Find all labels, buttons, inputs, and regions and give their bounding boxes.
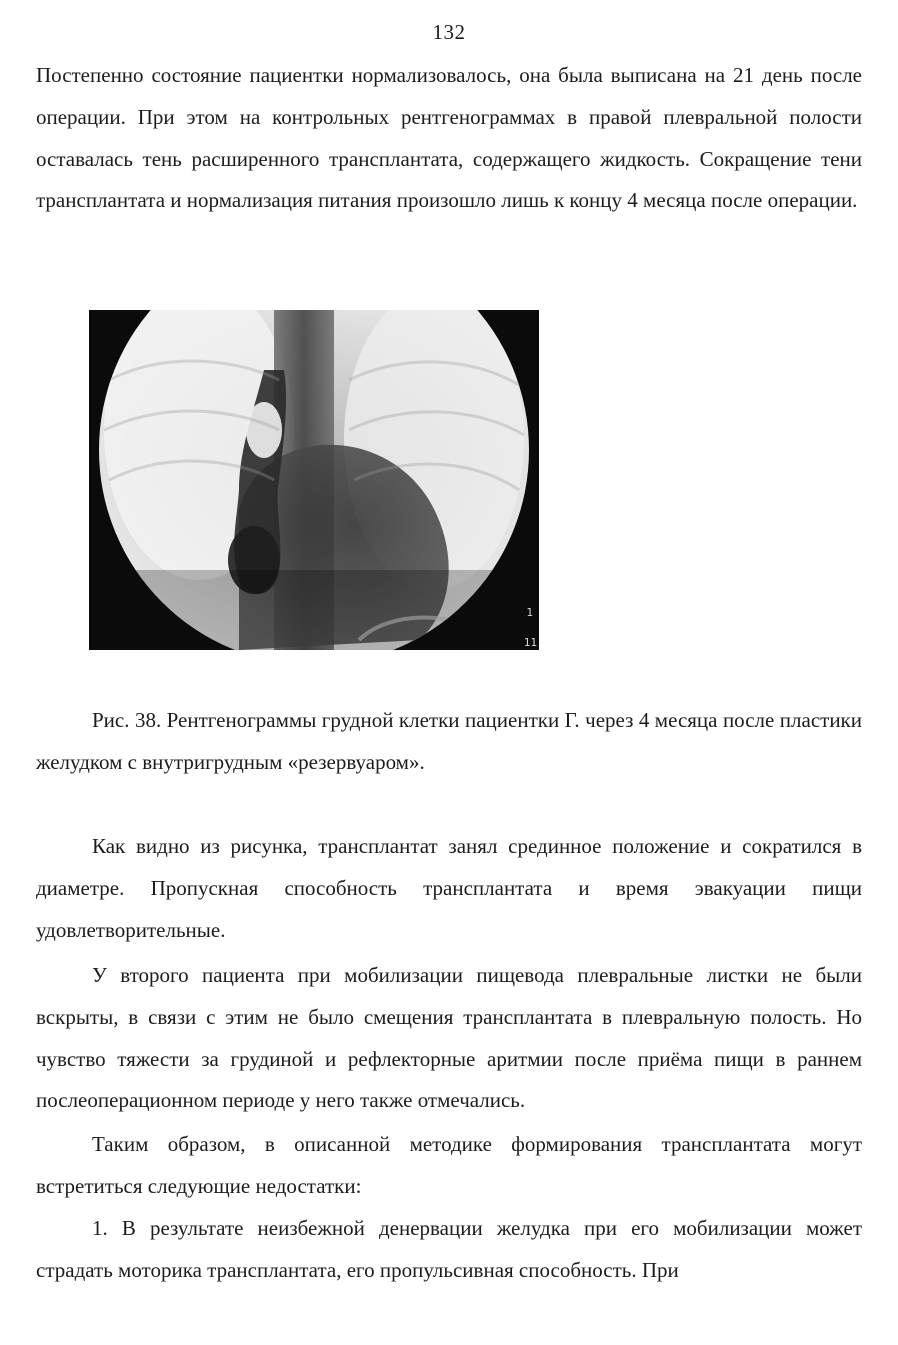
paragraph-text: Таким образом, в описанной методике формирования трансплантата могут встретиться следующие недостатки: — [36, 1132, 862, 1198]
paragraph-result — [36, 826, 862, 951]
paragraph-text: Как видно из рисунка, трансплантат занял срединное положение и сократился в диаметре. Пропускная способность трансплантата и время эвакуации пищи удовлетворительные. — [36, 834, 862, 942]
caption-text: Рис. 38. Рентгенограммы грудной клетки пациентки Г. через 4 месяца после пластики желудком с внутригрудным «резервуаром». — [36, 708, 862, 774]
paragraph-drawback-1 — [36, 1208, 862, 1292]
chest-xray-image — [89, 310, 539, 650]
paragraph-second-patient — [36, 955, 862, 1122]
xray-overlay-label: 11 — [523, 636, 537, 649]
paragraph-text: Постепенно состояние пациентки нормализовалось, она была выписана на 21 день после операции. При этом на контрольных рентгенограммах в правой плевральной полости оставалась тень расширенного трансплантата, содержащего жидкость. Сокращение тени трансплантата и нормализация питания произошло лишь к концу 4 месяца после операции. — [36, 63, 862, 213]
xray-overlay-label: 1 — [526, 606, 533, 619]
paragraph-text: У второго пациента при мобилизации пищевода плевральные листки не были вскрыты, в связи с этим не было смещения трансплантата в плевральную полость. Но чувство тяжести за грудиной и рефлекторные аритмии после приёма пищи в раннем послеоперационном периоде у него также отмечались. — [36, 963, 862, 1113]
page-number: 132 — [432, 20, 466, 44]
figure-caption — [36, 700, 862, 784]
paragraph-text: 1. В результате неизбежной денервации желудка при его мобилизации может страдать моторика трансплантата, его пропульсивная способность. При — [36, 1216, 862, 1282]
paragraph-recovery — [36, 55, 862, 222]
xray-picture — [89, 310, 539, 650]
paragraph-drawbacks-intro — [36, 1124, 862, 1208]
